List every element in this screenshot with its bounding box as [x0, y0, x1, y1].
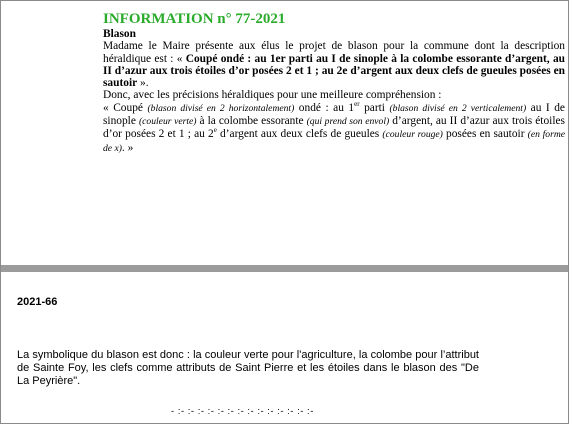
- clar-j-sup: e: [213, 126, 217, 135]
- clar-note-sautoir: (en forme de x): [103, 129, 566, 154]
- clar-h: à la colombe essorante: [196, 115, 307, 128]
- paragraph-presentation: [103, 40, 565, 89]
- clar-k: d’argent aux deux clefs de gueules: [216, 128, 383, 141]
- clar-f: au I de sinople: [103, 101, 565, 128]
- section-number: 2021-66: [17, 296, 58, 308]
- information-block: [103, 11, 565, 155]
- clar-d: parti: [359, 101, 390, 114]
- information-title: INFORMATION n° 77-2021: [103, 11, 286, 27]
- clar-m: posées en sautoir: [442, 128, 528, 141]
- symbolism-paragraph: La symbolique du blason est donc : la couleur verte pour l'agriculture, la colombe pour l’attribut de Sainte Foy, les clefs comme attributs de Saint Pierre et les étoiles dans le blason des "De La Peyrière".: [17, 349, 479, 387]
- clar-note-essorante: (qui prend son envol): [306, 116, 390, 128]
- paragraph-clarification-intro: Donc, avec les précisions héraldiques pour une meilleure compréhension :: [103, 89, 442, 102]
- separator-line: - :- :- :- :- :- :- :- :- :- :- :- :- :- :-: [171, 406, 314, 417]
- clar-c-sup: er: [354, 99, 360, 108]
- presentation-intro: Madame le Maire présente aux élus le projet de blason pour la commune dont la description héraldique est : «: [103, 40, 565, 65]
- clar-a: « Coupé: [103, 101, 148, 114]
- clar-note-sinople: (couleur verte): [138, 116, 197, 128]
- clar-j: d’argent, au II d’azur aux trois étoiles d’or posées 2 et 1 ; au 2: [103, 115, 565, 141]
- clar-note-gueules: (couleur rouge): [382, 129, 443, 141]
- paragraph-clarification: [103, 99, 566, 155]
- presentation-end: ».: [137, 77, 149, 90]
- clar-o: . »: [121, 141, 134, 154]
- section-divider: [1, 265, 568, 272]
- heraldic-description: Coupé ondé : au 1er parti au I de sinople à la colombe essorante d’argent, au II d’azur aux trois étoiles d’or posées 2 et 1 ; au 2e d’argent aux deux clefs de gueules posées en sautoir: [103, 52, 565, 90]
- clar-note-parti: (blason divisé en 2 verticalement): [389, 102, 527, 114]
- clar-c: ondé : au 1: [294, 101, 355, 114]
- subtitle-blason: Blason: [103, 28, 136, 40]
- clar-note-coupe: (blason divisé en 2 horizontalement): [147, 102, 295, 114]
